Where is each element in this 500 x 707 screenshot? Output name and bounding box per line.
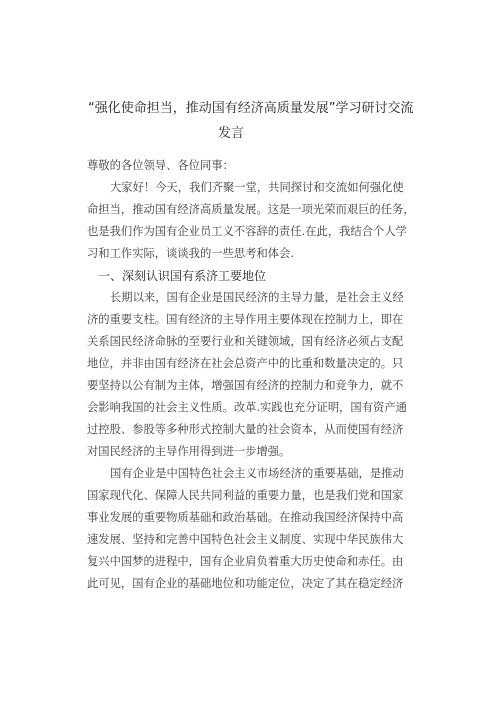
paragraph-line: 地位，并非由国有经济在社会总资产中的比重和数量决定的。只 <box>87 357 404 370</box>
paragraph-line: 此可见，国有企业的基础地位和功能定位，决定了其在稳定经济 <box>87 577 404 590</box>
document-title <box>88 96 460 146</box>
paragraph-line: 会影响我国的社会主义性质。改革.实践也充分证明，国有资产通 <box>87 401 407 414</box>
intro-line: 也是我们作为国有企业员工义不容辞的责任.在此，我结合个人学 <box>87 225 407 238</box>
section-heading: 一、深刻认识国有系济工要地位 <box>98 269 267 283</box>
document-body <box>87 155 443 595</box>
salutation: 尊敬的各位领导、各位同事： <box>87 159 234 172</box>
intro-line: 命担当，推动国有经济高质量发展。这是一项光荣而艰巨的任务， <box>87 203 415 216</box>
paragraph-line: 要坚持以公有制为主体，增强国有经济的控制力和竞争力，就不 <box>87 379 404 392</box>
title-line-1: “强化使命担当，推动国有经济高质量发展”学习研讨交流 <box>88 101 414 116</box>
paragraph-line: 复兴中国梦的进程中，国有企业肩负着重大历史使命和赤任。由 <box>87 555 404 568</box>
paragraph-line: 速发展、坚持和完善中国特色社会主义制度、实现中华民族伟大 <box>87 533 404 546</box>
title-line-2: 发言 <box>218 126 245 141</box>
paragraph-line: 国有企业是中国特色社会主义市场经济的重要基础，是推动 <box>110 467 404 480</box>
intro-line: 习和工作实际，谈谈我的一些思考和体会. <box>87 247 294 260</box>
paragraph-line: 国家现代化、保障人民共同利益的重要力量，也是我们党和国家 <box>87 489 404 502</box>
intro-line: 大家好！今天，我们齐聚一堂，共同探讨和交流如何强化使 <box>110 181 404 194</box>
paragraph-line: 济的重要支柱。国有经济的主导作用主要体现在控制力上，即在 <box>87 313 404 326</box>
paragraph-line: 对国民经济的主导作用得到进一步增强。 <box>87 445 291 458</box>
paragraph-line: 关系国民经济命脉的至要行业和关键领域，国有经济必须占支配 <box>87 335 404 348</box>
paragraph-line: 过控股、参股等多种形式控制大量的社会资本，从而使国有经济 <box>87 423 404 436</box>
paragraph-line: 事业发展的重要物质基础和政治基础。在推动我国经济保持中高 <box>87 511 404 524</box>
paragraph-line: 长期以来，国有企业是国民经济的主导力量，是社会主义经 <box>110 291 404 304</box>
